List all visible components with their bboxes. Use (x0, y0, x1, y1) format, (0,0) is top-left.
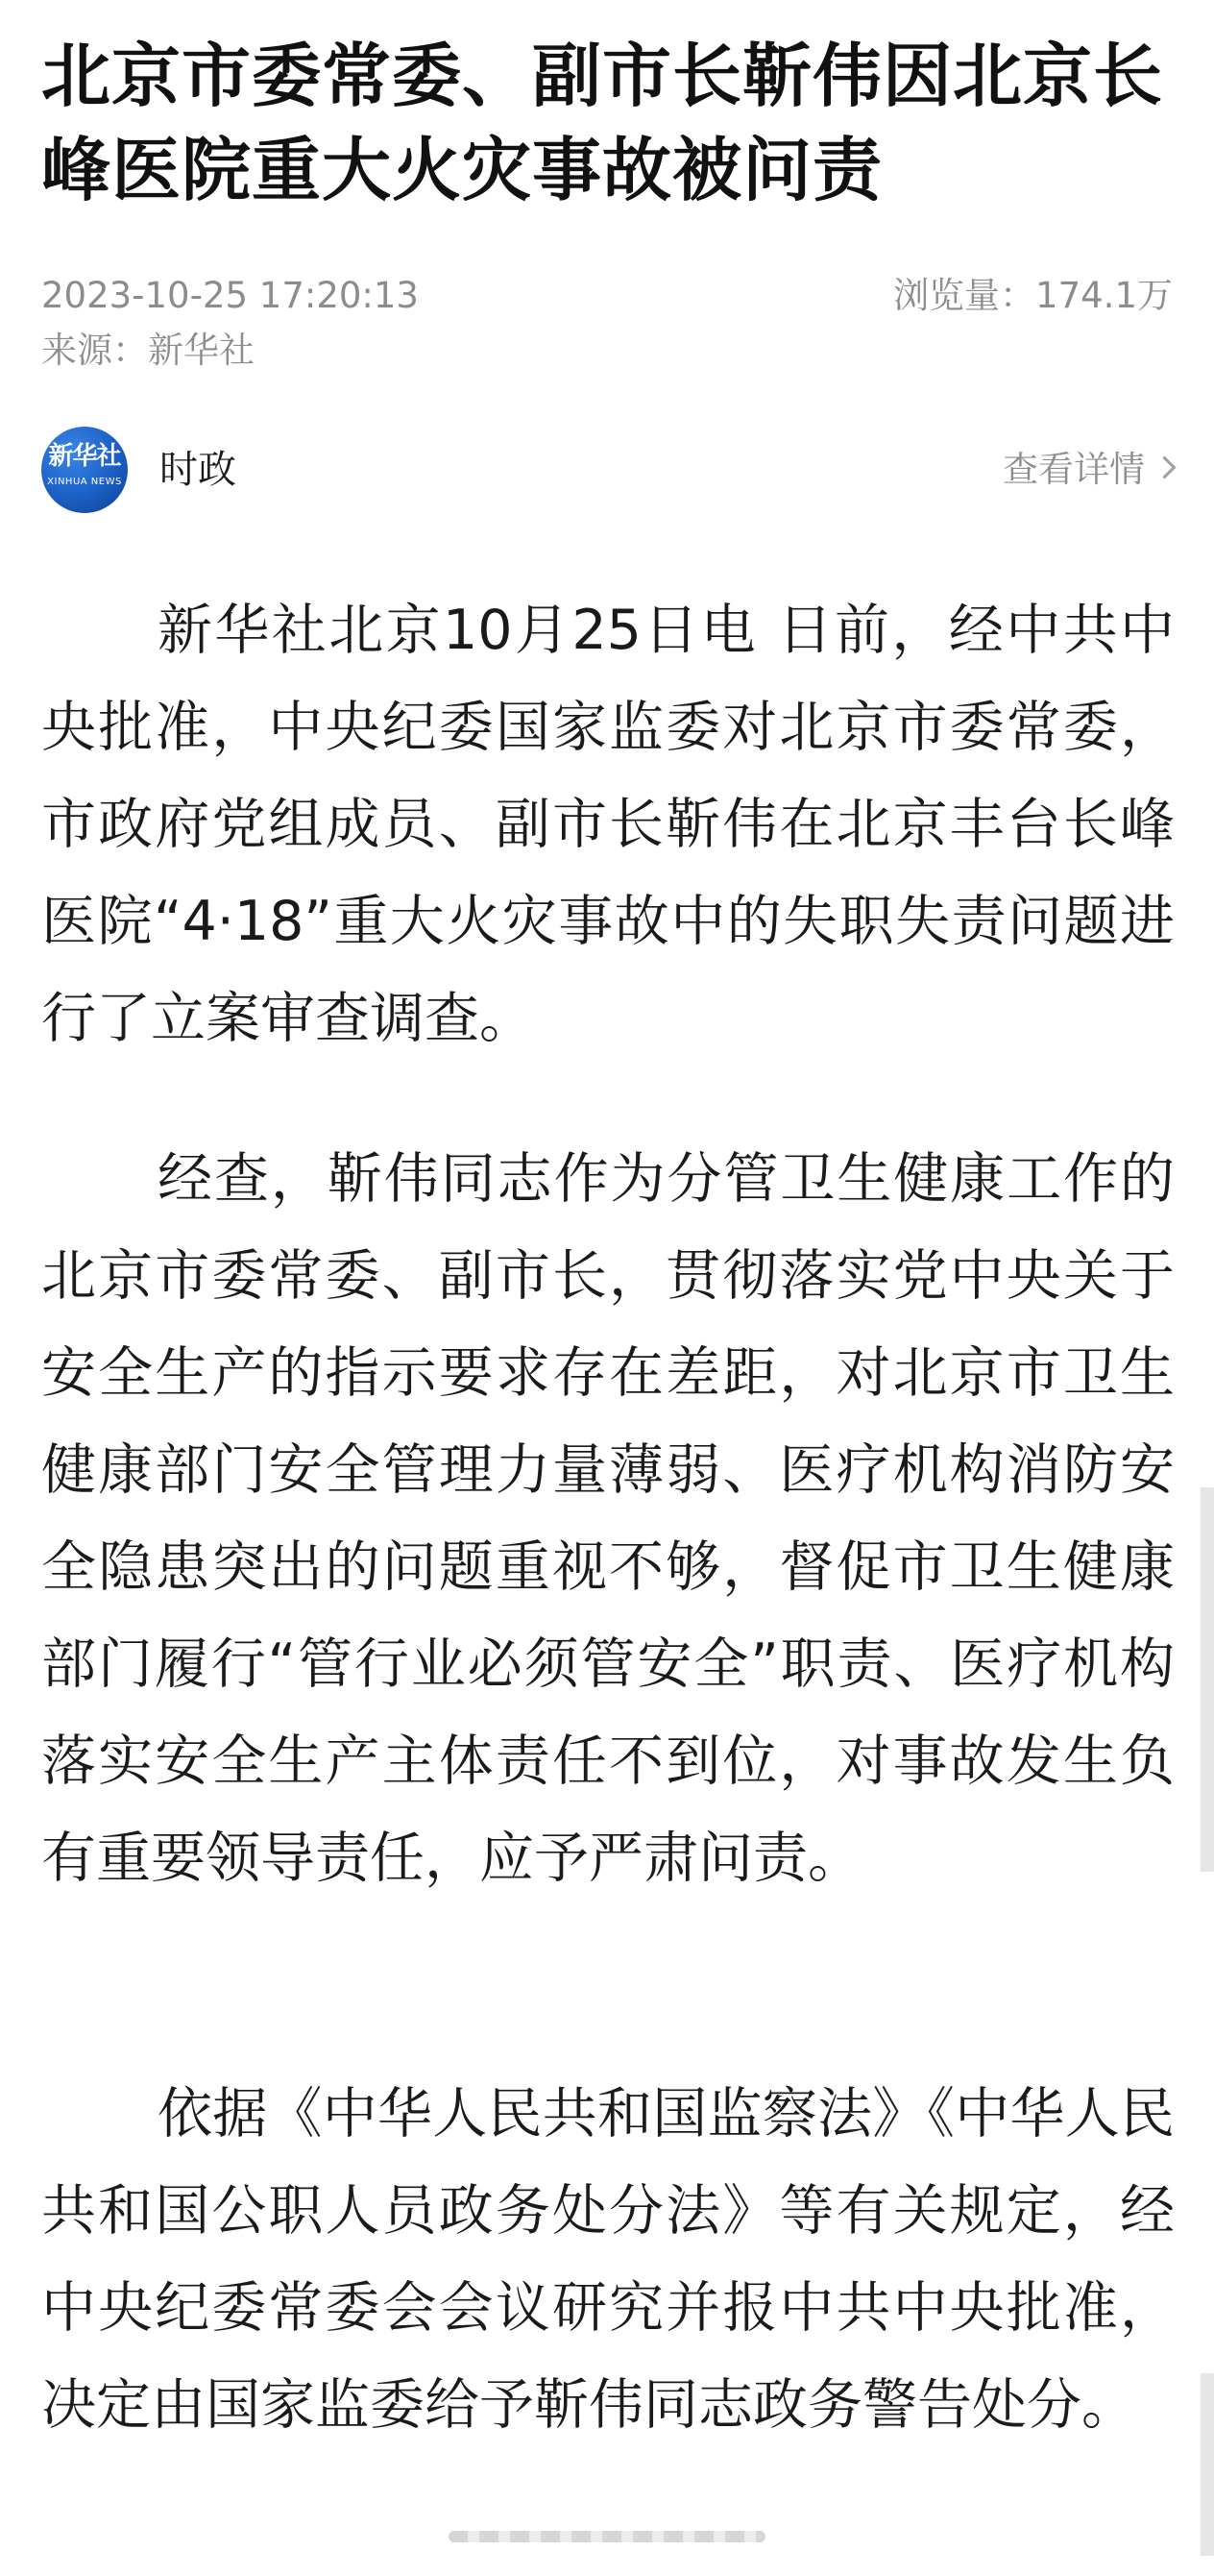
logo-text: 新华社 (48, 442, 121, 471)
scrollbar[interactable] (1201, 1487, 1214, 1872)
xinhua-logo-icon[interactable] (41, 427, 128, 513)
channel-bar (41, 427, 1173, 515)
article-paragraph: 新华社北京10月25日电 日前，经中共中央批准，中央纪委国家监委对北京市委常委，市政府党组成员、副市长靳伟在北京丰台长峰医院“4·18”重大火灾事故中的失职失责问题进行了立案审查调查。 (41, 599, 1175, 1050)
article-source-row (41, 327, 1173, 375)
article-paragraph: 经查，靳伟同志作为分管卫生健康工作的北京市委常委、副市长，贯彻落实党中央关于安全生产的指示要求存在差距，对北京市卫生健康部门安全管理力量薄弱、医疗机构消防安全隐患突出的问题重视不够，督促市卫生健康部门履行“管行业必须管安全”职责、医疗机构落实安全生产主体责任不到位，对事故发生负有重要领导责任，应予严肃问责。 (41, 1147, 1175, 1890)
view-details-link[interactable] (1003, 446, 1173, 494)
view-details-label: 查看详情 (1003, 449, 1145, 490)
article-title: 北京市委常委、副市长靳伟因北京长峰医院重大火灾事故被问责 (41, 36, 1164, 210)
article-paragraph: 依据《中华人民共和国监察法》《中华人民共和国公职人员政务处分法》等有关规定，经中央纪委常委会会议研究并报中共中央批准，决定由国家监委给予靳伟同志政务警告处分。 (41, 2082, 1175, 2437)
publish-datetime: 2023-10-25 17:20:13 (41, 275, 419, 316)
article-source: 来源：新华社 (41, 330, 255, 371)
home-indicator[interactable] (449, 2531, 765, 2542)
logo-subtext: XINHUA NEWS (47, 477, 122, 487)
channel-name[interactable]: 时政 (159, 448, 236, 492)
article-meta-row (41, 272, 1173, 320)
chevron-right-icon (1153, 455, 1176, 478)
scrollbar-lower[interactable] (1201, 2373, 1214, 2556)
view-count: 浏览量：174.1万 (893, 275, 1173, 316)
